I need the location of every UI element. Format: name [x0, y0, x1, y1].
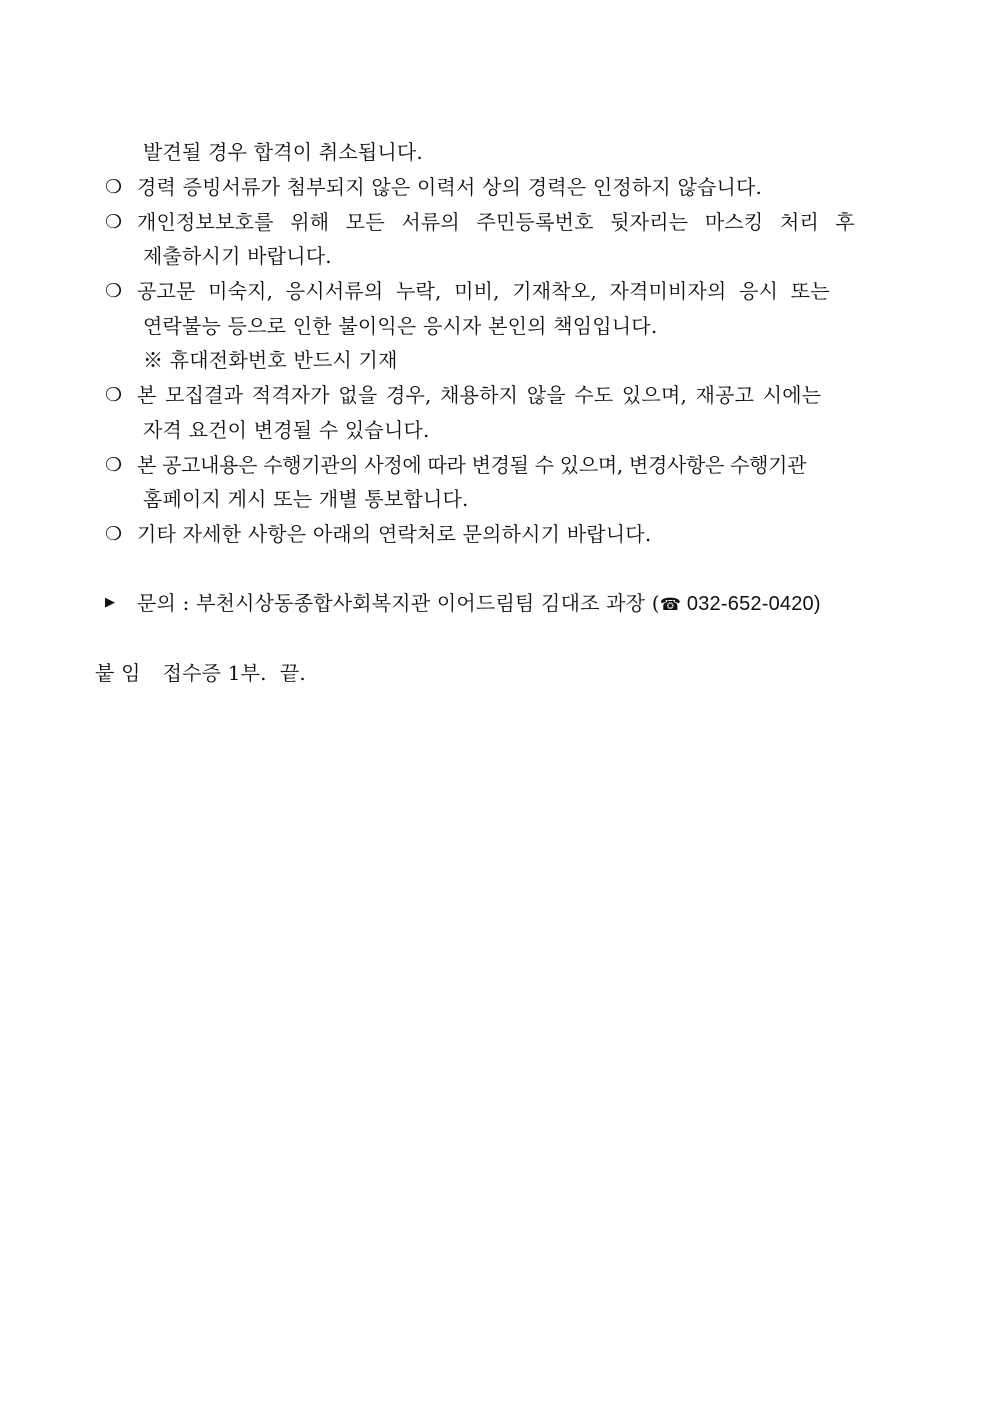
notice-item-privacy-line-2: 제출하시기 바랍니다. [143, 244, 332, 268]
bullet-circle-icon: ❍ [105, 523, 123, 545]
notice-item-change-line-1: 본 공고내용은 수행기관의 사정에 따라 변경될 수 있으며, 변경사항은 수행기관 [137, 453, 807, 477]
notice-item-career-proof: 경력 증빙서류가 첨부되지 않은 이력서 상의 경력은 인정하지 않습니다. [137, 175, 763, 199]
contact-line [137, 589, 821, 619]
contact-label: 문의 : 부천시상동종합사회복지관 이어드림팀 김대조 과장 ( [137, 591, 660, 615]
notice-item-no-hire-line-1: 본 모집결과 적격자가 없을 경우, 채용하지 않을 수도 있으며, 재공고 시에는 [137, 383, 822, 407]
notice-item-responsibility-note: ※ 휴대전화번호 반드시 기재 [143, 348, 398, 372]
arrow-right-icon: ▶ [105, 595, 115, 610]
bullet-circle-icon: ❍ [105, 454, 123, 476]
attachment-content: 접수증 1부. 끝. [162, 661, 306, 685]
attachment-label: 붙 임 [95, 661, 141, 685]
notice-item-responsibility-line-1: 공고문 미숙지, 응시서류의 누락, 미비, 기재착오, 자격미비자의 응시 또는 [137, 279, 830, 303]
continuation-line: 발견될 경우 합격이 취소됩니다. [143, 140, 423, 164]
notice-item-change-line-2: 홈페이지 게시 또는 개별 통보합니다. [143, 487, 469, 511]
attachment-line [95, 659, 306, 687]
bullet-circle-icon: ❍ [105, 280, 123, 302]
contact-phone: 032-652-0420) [681, 593, 821, 615]
notice-item-no-hire-line-2: 자격 요건이 변경될 수 있습니다. [143, 418, 430, 442]
notice-item-privacy-line-1: 개인정보보호를 위해 모든 서류의 주민등록번호 뒷자리는 마스킹 처리 후 [137, 210, 856, 234]
bullet-circle-icon: ❍ [105, 211, 123, 233]
bullet-circle-icon: ❍ [105, 176, 123, 198]
notice-item-responsibility-line-2: 연락불능 등으로 인한 불이익은 응시자 본인의 책임입니다. [143, 314, 658, 338]
phone-icon: ☎ [659, 595, 682, 615]
bullet-circle-icon: ❍ [105, 384, 123, 406]
notice-item-inquiry: 기타 자세한 사항은 아래의 연락처로 문의하시기 바랍니다. [137, 522, 652, 546]
